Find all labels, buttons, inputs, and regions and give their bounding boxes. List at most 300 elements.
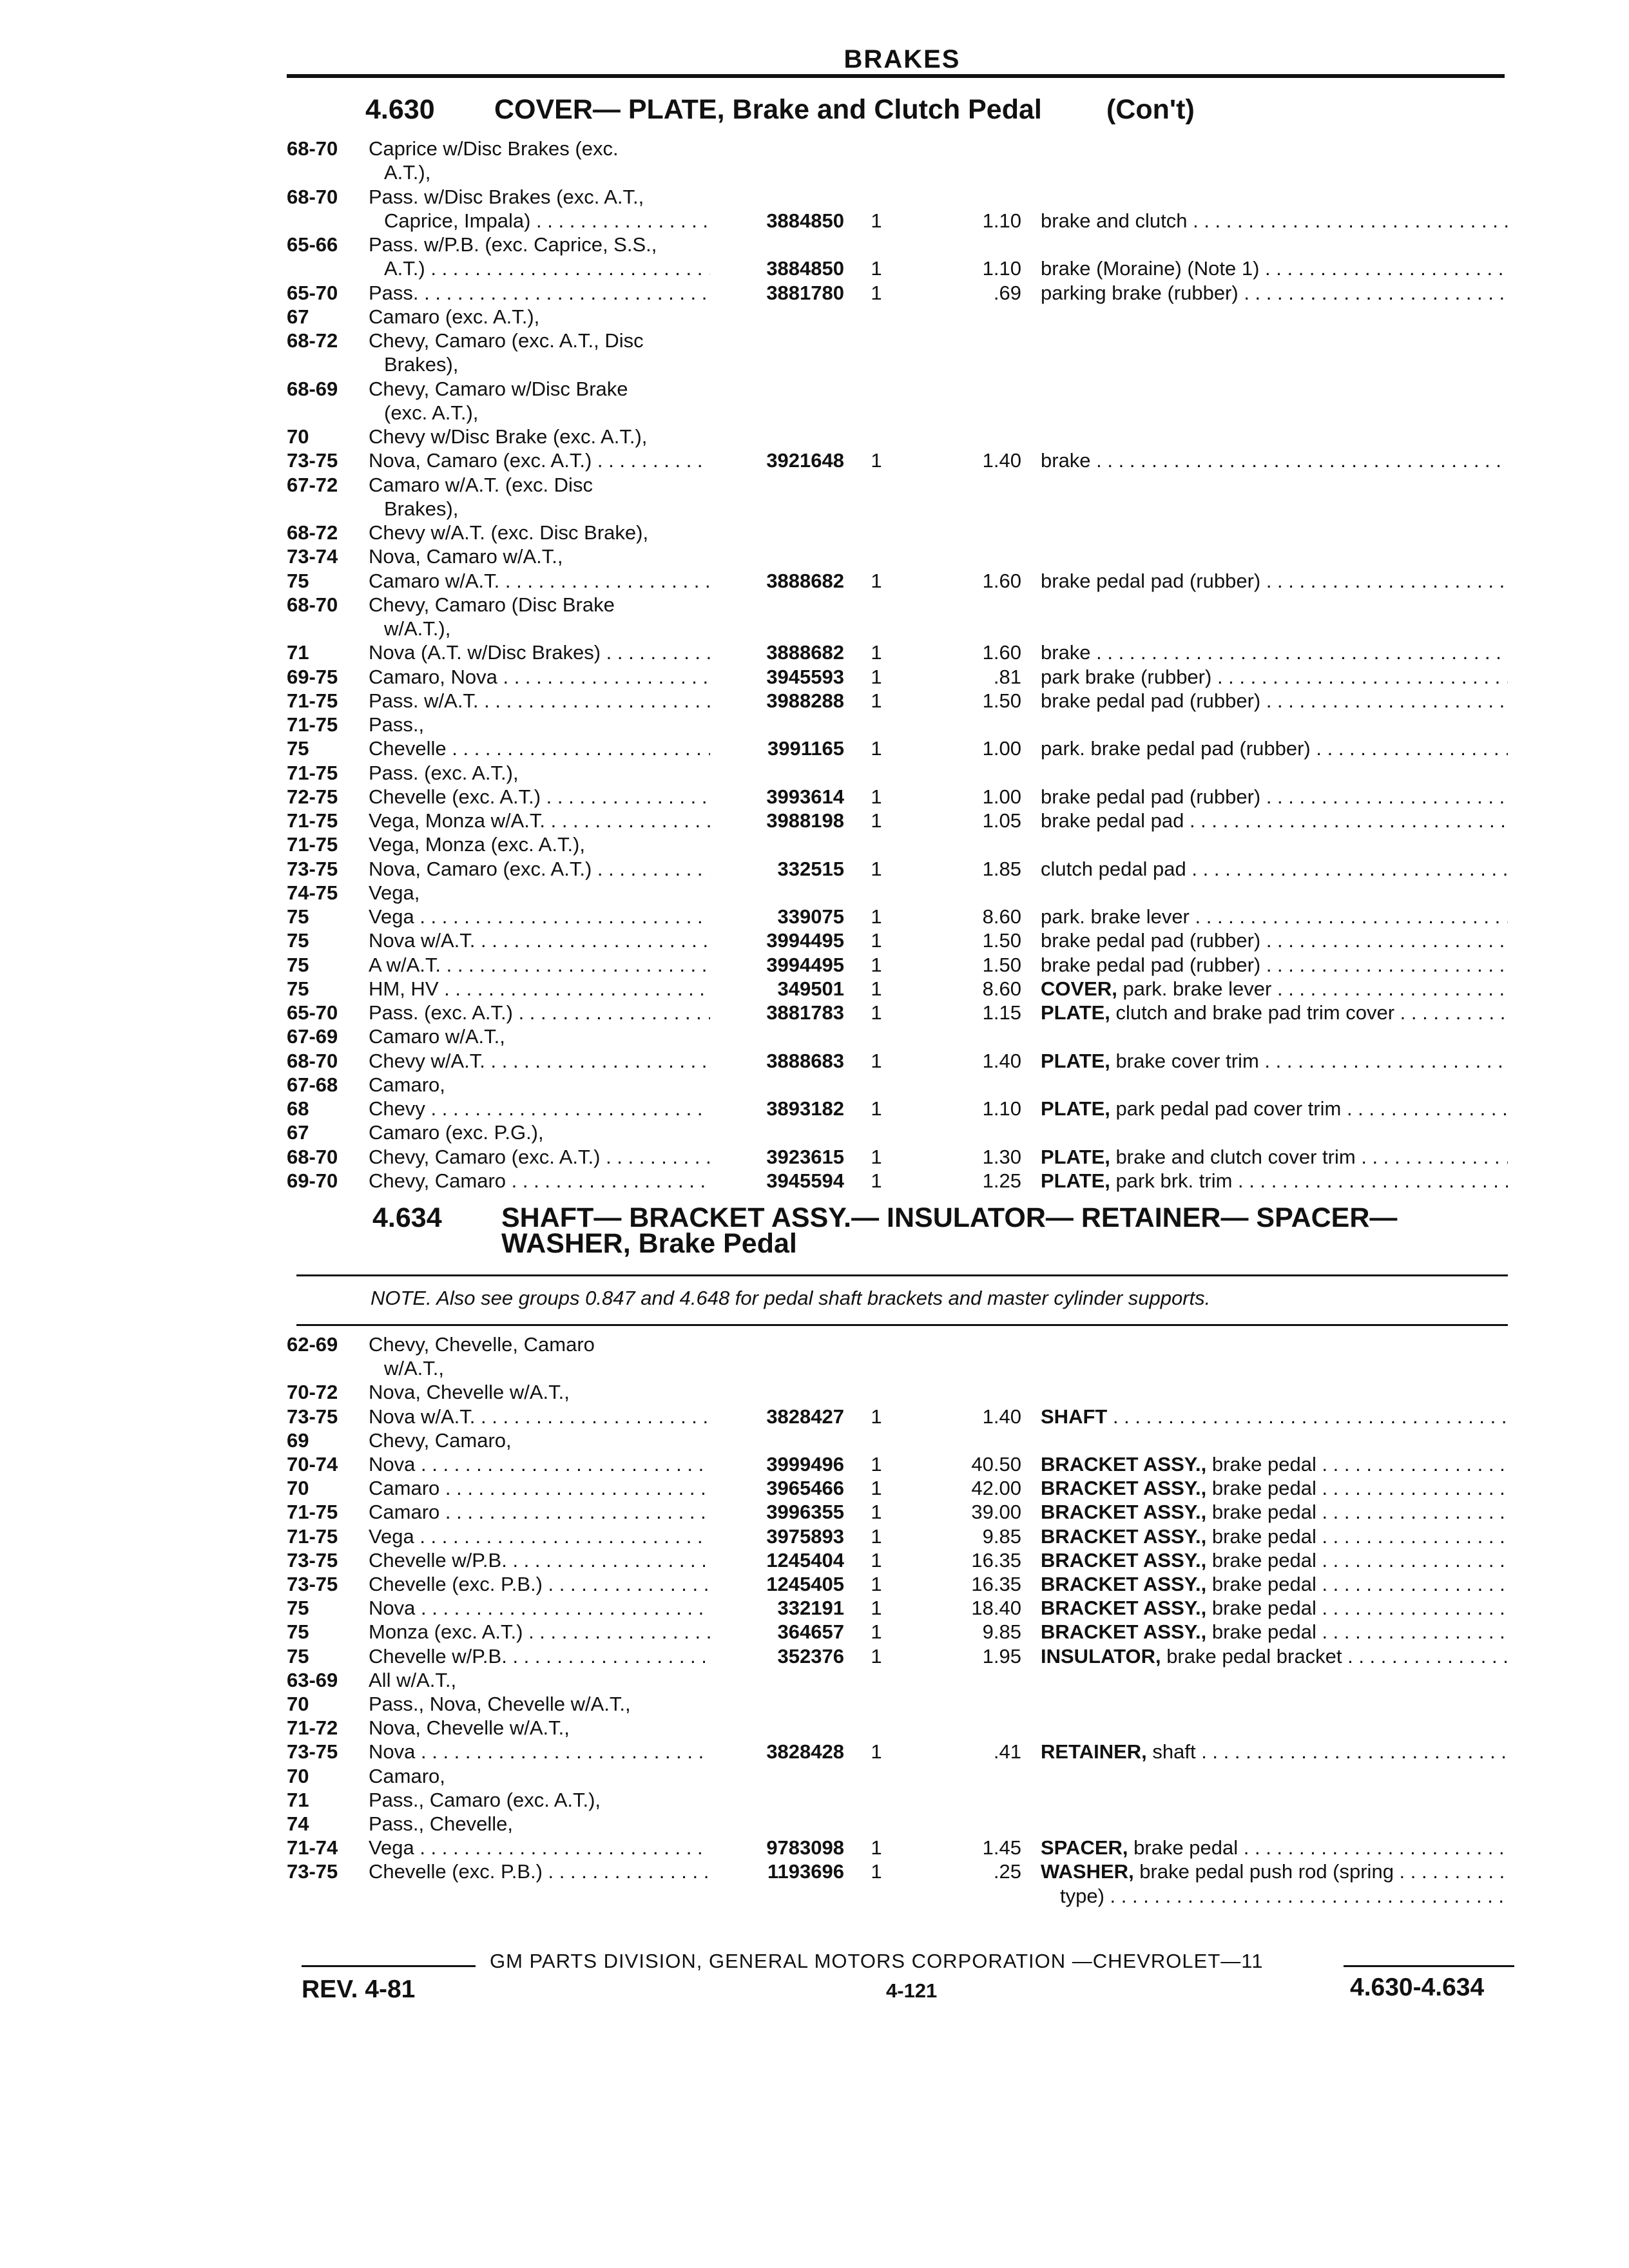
quantity: 1	[871, 1644, 882, 1667]
part-name	[1041, 1452, 1508, 1477]
part-name-text: brake pedal bracket	[1161, 1644, 1342, 1667]
table-row	[0, 1668, 1629, 1693]
part-name	[1041, 448, 1508, 473]
part-name-bold: RETAINER,	[1041, 1740, 1147, 1763]
model-description: Chevy . . .	[369, 1097, 710, 1121]
part-name-text: brake (Moraine) (Note 1)	[1041, 257, 1260, 280]
part-number: 3996355	[766, 1501, 844, 1524]
model-description: Camaro (exc. P.G.),	[369, 1121, 544, 1144]
model-description: Pass. . . .	[369, 281, 710, 305]
model-description: Chevy, Camaro (exc. A.T.) . . .	[369, 1145, 710, 1169]
table-row	[0, 809, 1629, 833]
price: 1.25	[982, 1169, 1021, 1192]
quantity: 1	[871, 737, 882, 760]
part-name-bold: PLATE,	[1041, 1145, 1110, 1168]
price: 1.60	[982, 569, 1021, 592]
model-description: Camaro w/A.T. (exc. Disc	[369, 473, 593, 496]
quantity: 1	[871, 1860, 882, 1883]
model-years: 65-70	[287, 1001, 338, 1024]
part-name	[1041, 1548, 1508, 1573]
part-name	[1041, 736, 1508, 761]
part-number: 332191	[777, 1597, 844, 1620]
table-row	[0, 785, 1629, 809]
model-description: Camaro, Nova . . .	[369, 665, 710, 689]
part-number: 3921648	[766, 449, 844, 472]
model-description: Chevelle (exc. P.B.) . . .	[369, 1860, 710, 1884]
part-name	[1041, 640, 1508, 665]
part-number: 3965466	[766, 1477, 844, 1500]
model-description: Chevelle (exc. A.T.) . . .	[369, 785, 710, 809]
model-description: Pass.,	[369, 713, 425, 736]
part-name	[1041, 953, 1508, 977]
price: .69	[993, 281, 1021, 304]
table-row	[0, 617, 1629, 641]
table-row	[0, 1120, 1629, 1145]
part-number: 3993614	[766, 785, 844, 808]
quantity: 1	[871, 257, 882, 280]
table-row	[0, 160, 1629, 185]
price: 16.35	[971, 1548, 1021, 1571]
part-name	[1041, 1097, 1508, 1121]
part-name-text: brake pedal	[1206, 1620, 1316, 1644]
model-description: Chevelle w/P.B. . . .	[369, 1644, 710, 1669]
table-row	[0, 256, 1629, 281]
page-header-title: BRAKES	[843, 45, 961, 73]
quantity: 1	[871, 1049, 882, 1072]
table-row	[0, 305, 1629, 329]
quantity: 1	[871, 1453, 882, 1475]
part-number: 9783098	[766, 1836, 844, 1860]
model-description: Nova, Chevelle w/A.T.,	[369, 1381, 570, 1404]
model-description: w/A.T.,	[384, 1357, 445, 1380]
model-years: 69	[287, 1428, 309, 1452]
part-name-bold: PLATE,	[1041, 1169, 1110, 1192]
table-row	[0, 1572, 1629, 1597]
part-name-bold: PLATE,	[1041, 1001, 1110, 1024]
price: 1.50	[982, 689, 1021, 712]
model-description: Nova . . .	[369, 1452, 710, 1477]
price: 16.35	[971, 1573, 1021, 1595]
part-name	[1041, 1620, 1508, 1644]
model-description: Nova . . .	[369, 1596, 710, 1620]
part-name	[1041, 1001, 1508, 1025]
quantity: 1	[871, 449, 882, 472]
part-name-text: brake and clutch	[1041, 209, 1188, 232]
table-row	[0, 1884, 1629, 1908]
price: 8.60	[982, 977, 1021, 1000]
price: 9.85	[982, 1620, 1021, 1644]
part-name-text: brake	[1041, 641, 1091, 664]
part-name-bold: WASHER,	[1041, 1860, 1134, 1883]
price: 9.85	[982, 1524, 1021, 1548]
model-years: 65-70	[287, 281, 338, 304]
table-row	[0, 329, 1629, 353]
model-description: Chevy w/A.T. (exc. Disc Brake),	[369, 521, 649, 544]
table-row	[0, 209, 1629, 233]
quantity: 1	[871, 809, 882, 832]
part-name-text: brake pedal	[1206, 1524, 1316, 1548]
table-row	[0, 1548, 1629, 1573]
part-number: 3999496	[766, 1453, 844, 1475]
model-description: Caprice w/Disc Brakes (exc.	[369, 137, 619, 160]
part-name-text: type)	[1060, 1884, 1104, 1907]
model-description: Pass., Nova, Chevelle w/A.T.,	[369, 1693, 631, 1715]
part-name	[1041, 1884, 1508, 1908]
part-number: 1245405	[766, 1573, 844, 1595]
table-row	[0, 1596, 1629, 1620]
part-name	[1041, 857, 1508, 881]
model-description: Caprice, Impala) . . .	[369, 209, 710, 233]
table-row	[0, 1356, 1629, 1381]
part-name-bold: BRACKET ASSY.,	[1041, 1620, 1207, 1644]
model-years: 75	[287, 977, 309, 1000]
part-name-bold: SHAFT	[1041, 1405, 1108, 1428]
part-number: 349501	[777, 977, 844, 1000]
model-description: w/A.T.),	[384, 617, 451, 640]
quantity: 1	[871, 1524, 882, 1548]
part-name-bold: BRACKET ASSY.,	[1041, 1597, 1207, 1620]
part-name-bold: PLATE,	[1041, 1049, 1110, 1072]
model-description: Chevelle (exc. P.B.) . . .	[369, 1572, 710, 1597]
table-row	[0, 352, 1629, 377]
section-title-line1: SHAFT— BRACKET ASSY.— INSULATOR— RETAINER— SPACER—	[501, 1202, 1398, 1233]
part-name-text: brake pedal	[1206, 1453, 1316, 1475]
model-years: 73-75	[287, 1573, 338, 1595]
model-years: 68-70	[287, 1049, 338, 1072]
model-years: 72-75	[287, 785, 338, 808]
model-years: 71-75	[287, 1524, 338, 1548]
part-name-bold: SPACER,	[1041, 1836, 1128, 1860]
model-description: Chevy, Camaro,	[369, 1428, 512, 1452]
table-row	[0, 1380, 1629, 1405]
part-name-text: brake pedal pad (rubber)	[1041, 953, 1261, 976]
model-description: Pass., Chevelle,	[369, 1812, 513, 1835]
model-years: 71	[287, 641, 309, 664]
quantity: 1	[871, 1501, 882, 1524]
price: 1.50	[982, 953, 1021, 976]
model-description: A.T.),	[384, 161, 431, 184]
table-row	[0, 569, 1629, 593]
model-description: Camaro w/A.T. . . .	[369, 569, 710, 593]
model-description: Vega, Monza w/A.T. . . .	[369, 809, 710, 833]
model-description: Chevy, Camaro w/Disc Brake	[369, 377, 628, 400]
table-row	[0, 1716, 1629, 1740]
part-number: 3888682	[766, 569, 844, 592]
part-number: 352376	[777, 1644, 844, 1667]
model-description: Chevy, Camaro (exc. A.T., Disc	[369, 329, 644, 352]
quantity: 1	[871, 1620, 882, 1644]
model-years: 62-69	[287, 1333, 338, 1356]
part-name-text: park. brake lever	[1117, 977, 1272, 1000]
model-description: Vega . . .	[369, 1836, 710, 1860]
model-years: 71-75	[287, 809, 338, 832]
table-row	[0, 521, 1629, 545]
quantity: 1	[871, 665, 882, 688]
model-description: Brakes),	[384, 497, 459, 520]
part-name-text: brake pedal pad (rubber)	[1041, 689, 1261, 712]
table-row	[0, 233, 1629, 257]
model-description: Vega . . .	[369, 905, 710, 929]
table-row	[0, 1788, 1629, 1812]
model-years: 67	[287, 305, 309, 328]
model-years: 71-75	[287, 1501, 338, 1524]
table-row	[0, 1860, 1629, 1884]
part-name-bold: COVER,	[1041, 977, 1117, 1000]
model-years: 68-70	[287, 593, 338, 616]
model-description: Chevy, Chevelle, Camaro	[369, 1333, 595, 1356]
part-name-text: brake pedal pad (rubber)	[1041, 785, 1261, 808]
table-row	[0, 977, 1629, 1001]
table-row	[0, 665, 1629, 689]
part-name	[1041, 905, 1508, 929]
quantity: 1	[871, 953, 882, 976]
model-description: Chevy w/Disc Brake (exc. A.T.),	[369, 425, 648, 448]
price: 1.10	[982, 209, 1021, 232]
model-description: Nova, Chevelle w/A.T.,	[369, 1716, 570, 1740]
part-name-text: clutch pedal pad	[1041, 857, 1186, 880]
part-name-text: brake pedal pad	[1041, 809, 1184, 832]
table-row	[0, 1145, 1629, 1169]
price: 1.00	[982, 785, 1021, 808]
table-row	[0, 953, 1629, 977]
model-years: 68-72	[287, 521, 338, 544]
model-years: 70	[287, 1477, 309, 1500]
model-years: 65-66	[287, 233, 338, 256]
quantity: 1	[871, 281, 882, 304]
table-row	[0, 689, 1629, 713]
table-row	[0, 640, 1629, 665]
table-row	[0, 1476, 1629, 1501]
table-row	[0, 1620, 1629, 1644]
model-years: 68-72	[287, 329, 338, 352]
price: 8.60	[982, 905, 1021, 928]
part-number: 3945594	[766, 1169, 844, 1192]
table-row	[0, 281, 1629, 305]
price: 39.00	[971, 1501, 1021, 1524]
table-row	[0, 761, 1629, 785]
quantity: 1	[871, 857, 882, 880]
part-name	[1041, 1405, 1508, 1429]
footer-rule-right	[1344, 1965, 1514, 1967]
part-number: 3945593	[766, 665, 844, 688]
model-description: A w/A.T. . . .	[369, 953, 710, 977]
part-number: 3881780	[766, 281, 844, 304]
part-name	[1041, 689, 1508, 713]
model-description: Chevelle . . .	[369, 736, 710, 761]
part-name-text: brake pedal push rod (spring	[1133, 1860, 1394, 1883]
model-description: Vega . . .	[369, 1524, 710, 1549]
part-name-bold: BRACKET ASSY.,	[1041, 1524, 1207, 1548]
quantity: 1	[871, 929, 882, 952]
part-name	[1041, 1836, 1508, 1860]
part-number: 3893182	[766, 1097, 844, 1120]
part-name-text: brake pedal	[1206, 1573, 1316, 1595]
footer-rule-left	[302, 1965, 476, 1967]
part-name-bold: BRACKET ASSY.,	[1041, 1477, 1207, 1500]
model-description: Nova w/A.T. . . .	[369, 928, 710, 953]
model-years: 73-75	[287, 857, 338, 880]
part-name-text: brake pedal	[1206, 1597, 1316, 1620]
part-name-text: brake pedal pad (rubber)	[1041, 929, 1261, 952]
model-years: 74-75	[287, 881, 338, 904]
part-number: 339075	[777, 905, 844, 928]
part-name	[1041, 1860, 1508, 1884]
price: 1.95	[982, 1644, 1021, 1667]
part-name	[1041, 1524, 1508, 1549]
model-years: 70	[287, 1693, 309, 1715]
quantity: 1	[871, 1740, 882, 1763]
price: 1.00	[982, 737, 1021, 760]
table-row	[0, 736, 1629, 761]
model-years: 67-72	[287, 473, 338, 496]
table-row	[0, 448, 1629, 473]
part-name-bold: BRACKET ASSY.,	[1041, 1573, 1207, 1595]
model-description: All w/A.T.,	[369, 1668, 457, 1691]
quantity: 1	[871, 1477, 882, 1500]
part-name	[1041, 569, 1508, 593]
model-years: 68-70	[287, 137, 338, 160]
table-row	[0, 544, 1629, 569]
table-row	[0, 1169, 1629, 1193]
part-name-text: clutch and brake pad trim cover	[1110, 1001, 1395, 1024]
model-years: 71-75	[287, 713, 338, 736]
model-description: Pass. w/A.T. . . .	[369, 689, 710, 713]
model-years: 69-75	[287, 665, 338, 688]
part-number: 1245404	[766, 1548, 844, 1571]
part-name	[1041, 1476, 1508, 1501]
table-row	[0, 1692, 1629, 1716]
part-name-text: shaft	[1146, 1740, 1196, 1763]
table-row	[0, 1812, 1629, 1836]
model-description: Pass., Camaro (exc. A.T.),	[369, 1788, 601, 1811]
part-name-bold: BRACKET ASSY.,	[1041, 1501, 1207, 1524]
part-name	[1041, 209, 1508, 233]
part-name-text: brake pedal pad (rubber)	[1041, 569, 1261, 592]
part-name-text: brake pedal	[1128, 1836, 1239, 1860]
part-name-text: park pedal pad cover trim	[1110, 1097, 1342, 1120]
table-row	[0, 1097, 1629, 1121]
model-years: 75	[287, 1620, 309, 1644]
table-row	[0, 857, 1629, 881]
table-row	[0, 1332, 1629, 1357]
part-number: 332515	[777, 857, 844, 880]
table-row	[0, 497, 1629, 521]
model-years: 75	[287, 737, 309, 760]
table-row	[0, 425, 1629, 449]
section-number: 4.630	[365, 94, 435, 125]
price: 1.10	[982, 1097, 1021, 1120]
footer-division: GM PARTS DIVISION, GENERAL MOTORS CORPORATION —CHEVROLET—11	[490, 1950, 1264, 1972]
section-title-line2: WASHER, Brake Pedal	[501, 1228, 797, 1259]
part-number: 3828428	[766, 1740, 844, 1763]
quantity: 1	[871, 1001, 882, 1024]
model-years: 74	[287, 1812, 309, 1835]
model-years: 69-70	[287, 1169, 338, 1192]
table-row	[0, 1836, 1629, 1860]
part-name-bold: PLATE,	[1041, 1097, 1110, 1120]
part-name	[1041, 1572, 1508, 1597]
part-number: 3923615	[766, 1145, 844, 1168]
part-name-text: brake pedal	[1206, 1477, 1316, 1500]
table-row	[0, 1740, 1629, 1764]
model-description: Nova w/A.T. . . .	[369, 1405, 710, 1429]
part-number: 3881783	[766, 1001, 844, 1024]
part-name-bold: BRACKET ASSY.,	[1041, 1453, 1207, 1475]
part-name-text: brake cover trim	[1110, 1049, 1259, 1072]
model-description: (exc. A.T.),	[384, 401, 479, 424]
quantity: 1	[871, 905, 882, 928]
part-number: 3828427	[766, 1405, 844, 1428]
model-years: 70	[287, 1764, 309, 1787]
section-note: NOTE. Also see groups 0.847 and 4.648 for pedal shaft brackets and master cylinder supports.	[371, 1287, 1211, 1309]
part-name-text: park brk. trim	[1110, 1169, 1233, 1192]
section-heading-4630	[365, 94, 1525, 129]
model-years: 63-69	[287, 1668, 338, 1691]
part-name-text: parking brake (rubber)	[1041, 281, 1239, 304]
table-row	[0, 1024, 1629, 1049]
part-name	[1041, 1740, 1508, 1764]
part-number: 3991165	[767, 737, 844, 760]
table-row	[0, 137, 1629, 161]
part-number: 3888682	[766, 641, 844, 664]
quantity: 1	[871, 689, 882, 712]
model-years: 67-68	[287, 1073, 338, 1096]
model-description: Nova . . .	[369, 1740, 710, 1764]
model-description: Chevy w/A.T. . . .	[369, 1049, 710, 1073]
part-name-text: brake and clutch cover trim	[1110, 1145, 1356, 1168]
model-description: Vega, Monza (exc. A.T.),	[369, 833, 585, 856]
model-years: 71-75	[287, 689, 338, 712]
part-number: 1193696	[767, 1860, 844, 1883]
price: 42.00	[971, 1477, 1021, 1500]
table-row	[0, 1001, 1629, 1025]
model-years: 71	[287, 1788, 309, 1811]
quantity: 1	[871, 1597, 882, 1620]
model-description: A.T.) . . .	[369, 256, 710, 281]
model-years: 70-72	[287, 1381, 338, 1404]
model-years: 71-74	[287, 1836, 338, 1860]
quantity: 1	[871, 977, 882, 1000]
model-years: 73-75	[287, 1548, 338, 1571]
price: 1.85	[982, 857, 1021, 880]
part-name-text: park. brake pedal pad (rubber)	[1041, 737, 1311, 760]
part-name	[1041, 809, 1508, 833]
header-rule	[287, 74, 1505, 78]
model-years: 75	[287, 905, 309, 928]
note-rule-top	[296, 1274, 1508, 1276]
part-name-bold: INSULATOR,	[1041, 1644, 1161, 1667]
model-years: 67-69	[287, 1025, 338, 1048]
quantity: 1	[871, 1405, 882, 1428]
part-number: 3994495	[766, 929, 844, 952]
part-name	[1041, 928, 1508, 953]
table-row	[0, 928, 1629, 953]
part-number: 364657	[777, 1620, 844, 1644]
table-row	[0, 377, 1629, 401]
part-name-text: park. brake lever	[1041, 905, 1190, 928]
quantity: 1	[871, 1145, 882, 1168]
model-description: Vega,	[369, 881, 420, 904]
table-row	[0, 1500, 1629, 1524]
part-name	[1041, 1049, 1508, 1073]
model-years: 73-74	[287, 545, 338, 568]
model-years: 70	[287, 425, 309, 448]
model-description: Camaro,	[369, 1073, 445, 1096]
table-row	[0, 1452, 1629, 1477]
model-description: Camaro (exc. A.T.),	[369, 305, 540, 328]
footer-page-number: 4-121	[886, 1979, 938, 2002]
table-row	[0, 185, 1629, 209]
